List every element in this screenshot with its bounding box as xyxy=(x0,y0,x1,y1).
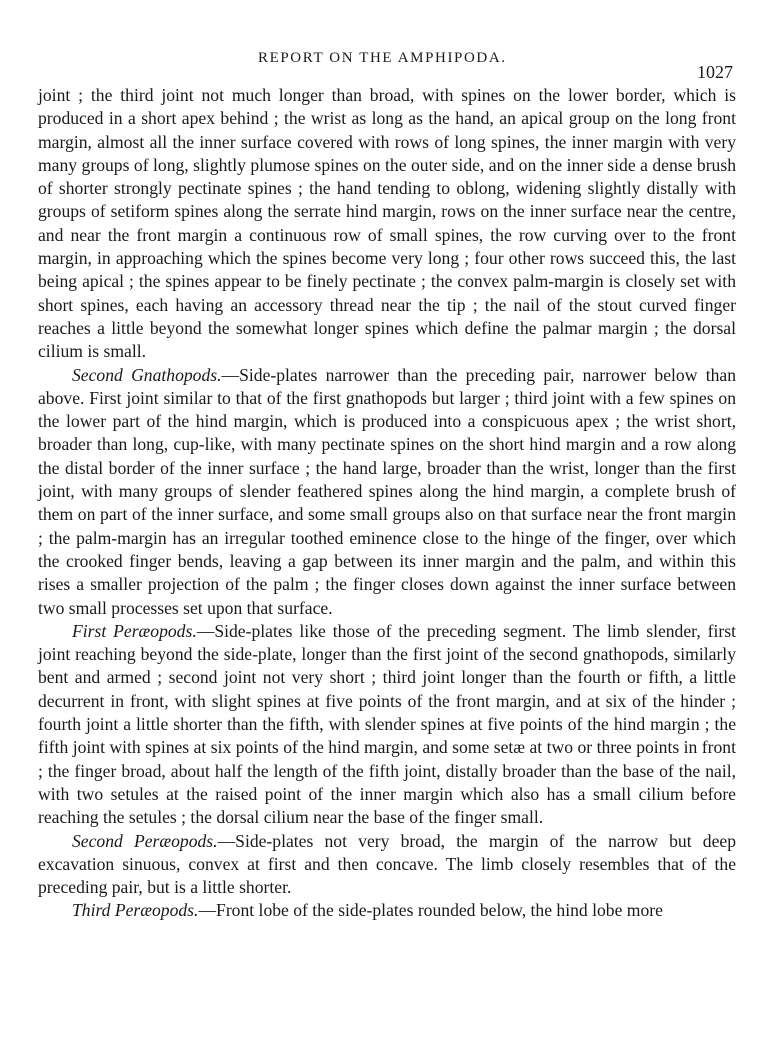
section-heading-first-peraeopods: First Peræopods. xyxy=(72,620,197,641)
body-text xyxy=(38,84,736,923)
paragraph-text: —Side-plates not very broad, the margin of the narrow but deep excavation sinuous, convex at first and then concave. The limb closely resembles that of the preceding pair, but is a little shorter. xyxy=(38,830,736,898)
section-heading-third-peraeopods: Third Peræopods. xyxy=(72,900,199,921)
section-heading-second-peraeopods: Second Peræopods. xyxy=(72,830,218,851)
paragraph-text: —Side-plates like those of the preceding segment. The limb slender, first joint reaching beyond the side-plate, longer than the first joint of the second gnathopods, similarly bent and armed ; second joint not very short ; third joint longer than the fourth or fifth, a little decurrent in front, with slight spines at five points of the front margin, and at six of the hinder ; fourth joint a little shorter than the fifth, with slender spines at five points of the hind margin ; the fifth joint with spines at six points of the hind margin, and some setæ at two or three points in front ; the finger broad, about half the length of the fifth joint, distally broader than the base of the nail, with two setules at the raised point of the inner margin which also has a small cilium before reaching the setules ; the dorsal cilium near the base of the finger small. xyxy=(38,620,736,828)
paragraph-text: joint ; the third joint not much longer than broad, with spines on the lower border, which is produced in a short apex behind ; the wrist as long as the hand, an apical group on the long front margin, almost all the inner surface covered with rows of long spines, the inner margin with very many groups of long, slightly plumose spines on the outer side, and on the inner side a dense brush of shorter strongly pectinate spines ; the hand tending to oblong, widening slightly distally with groups of setiform spines along the serrate hind margin, rows on the inner surface near the centre, and near the front margin a continuous row of small spines, the row curving over to the front margin, in approaching which the spines become very long ; four other rows succeed this, the last being apical ; the spines appear to be finely pectinate ; the convex palm-margin is closely set with short spines, each having an accessory thread near the tip ; the nail of the stout curved finger reaches a little beyond the somewhat longer spines which define the palmar margin ; the dorsal cilium is small. xyxy=(38,85,736,362)
paragraph-first-peraeopods xyxy=(38,620,736,830)
page-number: 1027 xyxy=(697,62,733,82)
paragraph-second-gnathopods xyxy=(38,364,736,620)
paragraph-first-gnathopods-continued xyxy=(38,84,736,364)
running-title: REPORT ON THE AMPHIPODA. xyxy=(258,50,507,66)
section-heading-second-gnathopods: Second Gnathopods. xyxy=(72,364,222,385)
running-head xyxy=(0,50,776,82)
paragraph-text: —Side-plates narrower than the preceding pair, narrower below than above. First joint similar to that of the first gnathopods but larger ; third joint with a few spines on the lower part of the hind margin, which is produced into a conspicuous apex ; the wrist short, broader than long, cup-like, with many pectinate spines on the short hind margin and a row along the distal border of the inner surface ; the hand large, broader than the wrist, longer than the first joint, with many groups of slender feathered spines along the hind margin, a complete brush of them on part of the inner surface, and some small groups also on that surface near the front margin ; the palm-margin has an irregular toothed eminence close to the hinge of the finger, over which the crooked finger bends, leaving a gap between its inner margin and the palm, and within this rises a smaller projection of the palm ; the finger closes down against the inner surface between two small processes set upon that surface. xyxy=(38,364,736,618)
paragraph-second-peraeopods xyxy=(38,830,736,900)
paragraph-third-peraeopods xyxy=(38,899,736,922)
paragraph-text: —Front lobe of the side-plates rounded below, the hind lobe more xyxy=(198,900,663,921)
